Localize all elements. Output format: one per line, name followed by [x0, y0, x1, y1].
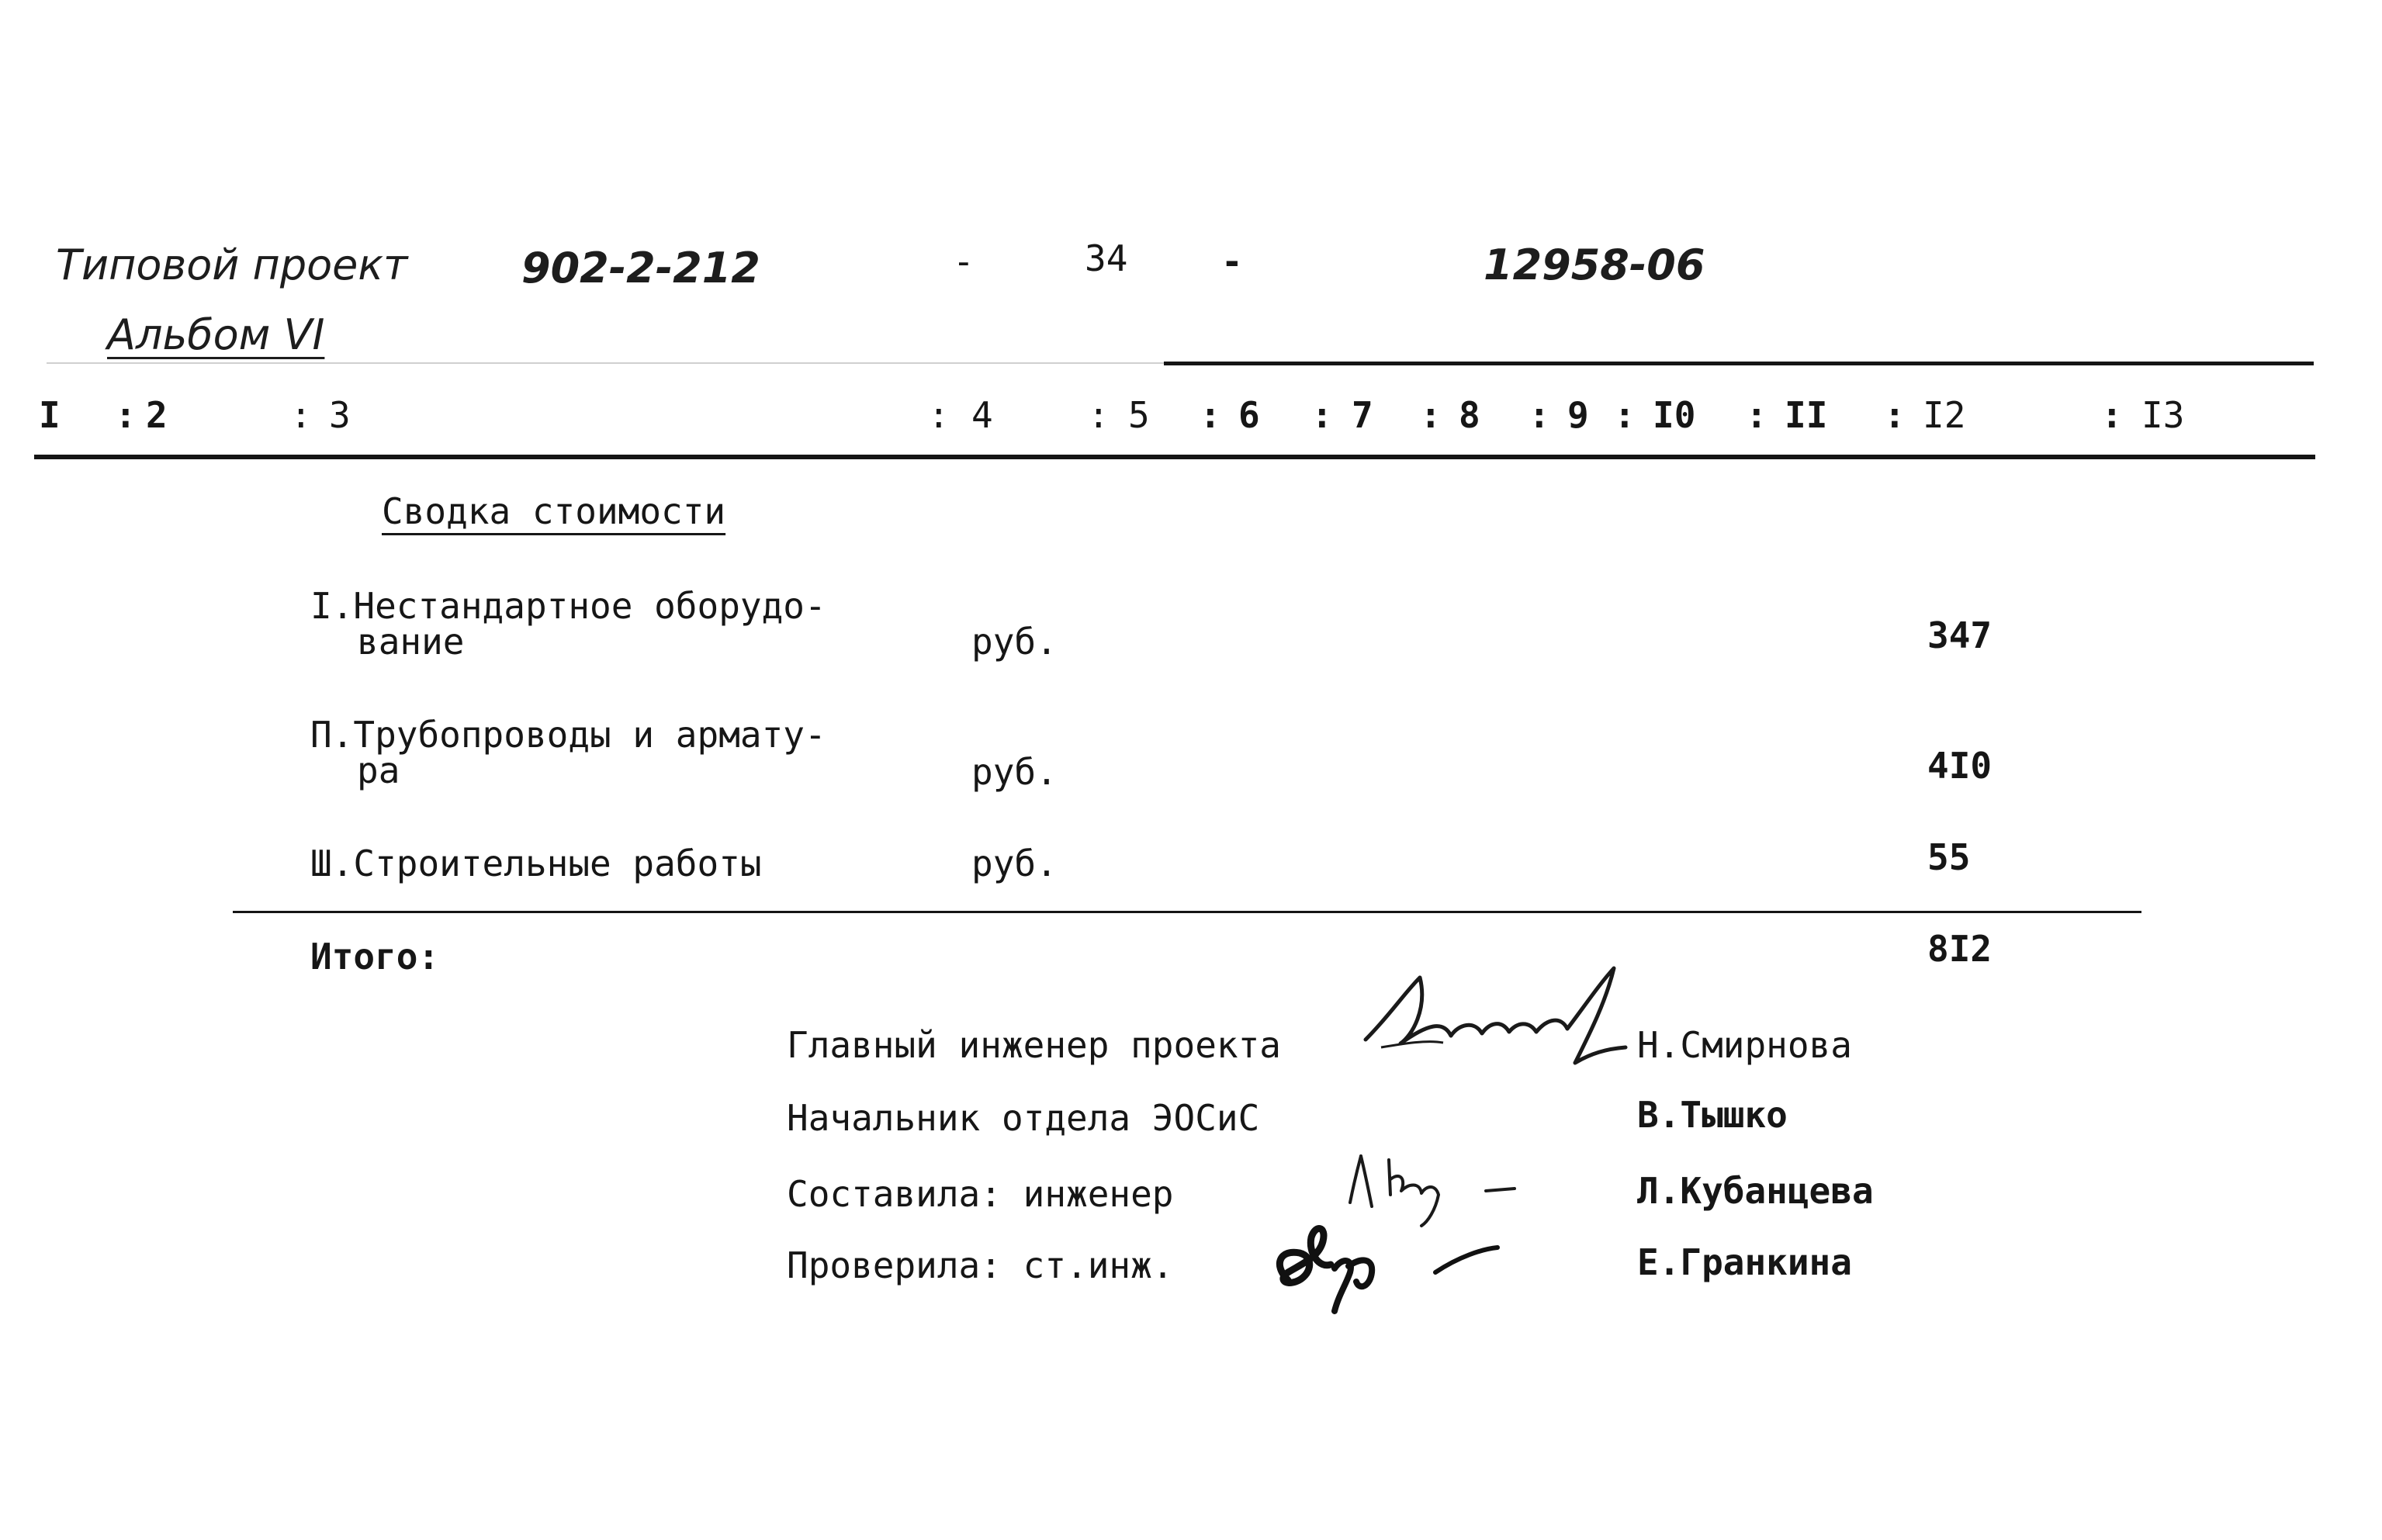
column-number: 7 — [1352, 394, 1373, 436]
column-number: I2 — [1923, 394, 1966, 436]
item-value: 55 — [1927, 836, 1971, 878]
column-number: 9 — [1567, 394, 1589, 436]
header-rule-bottom — [34, 455, 2315, 459]
item-label-line2: ра — [357, 749, 400, 791]
total-rule — [233, 911, 2141, 913]
handwritten-signature-checker — [1257, 1210, 1505, 1334]
item-unit: руб. — [971, 751, 1058, 793]
column-number: 3 — [329, 394, 351, 436]
signature-role: Составила: инженер — [787, 1173, 1174, 1215]
signature-name: Е.Гранкина — [1637, 1241, 1852, 1283]
column-separator: : — [1529, 394, 1550, 436]
project-label: Типовой проект — [56, 241, 408, 289]
column-number: 5 — [1128, 394, 1150, 436]
column-separator: : — [1200, 394, 1221, 436]
signature-name: В.Тышко — [1637, 1094, 1788, 1136]
total-value: 8I2 — [1927, 928, 1993, 970]
column-separator: : — [1614, 394, 1636, 436]
item-label-line2: вание — [357, 621, 465, 663]
column-number: 4 — [971, 394, 993, 436]
signature-role: Главный инженер проекта — [787, 1024, 1281, 1066]
header-rule-top — [1164, 362, 2314, 365]
signature-role: Начальник отдела ЭОСиС — [787, 1097, 1260, 1139]
page-number: 34 — [1085, 237, 1128, 279]
document-number: 12958-06 — [1484, 241, 1705, 289]
column-number: I3 — [2141, 394, 2185, 436]
album-label: Альбом VI — [107, 310, 325, 359]
item-label-line1: П.Трубопроводы и армату- — [310, 714, 826, 756]
summary-title: Сводка стоимости — [382, 490, 726, 532]
header-dash-left: - — [953, 241, 975, 282]
item-value: 347 — [1927, 614, 1993, 656]
column-separator: : — [1746, 394, 1767, 436]
item-label-line1: Ш.Строительные работы — [310, 843, 762, 884]
item-unit: руб. — [971, 843, 1058, 884]
signature-name: Л.Кубанцева — [1637, 1170, 1874, 1212]
column-separator: : — [928, 394, 950, 436]
column-number: 6 — [1238, 394, 1260, 436]
handwritten-signature-chief-engineer — [1358, 962, 1645, 1078]
header-rule-top-thin — [47, 362, 1164, 364]
project-number: 902-2-212 — [521, 244, 760, 292]
column-number: 2 — [146, 394, 168, 436]
signature-name: Н.Смирнова — [1637, 1024, 1852, 1066]
column-separator: : — [1311, 394, 1333, 436]
signature-role: Проверила: ст.инж. — [787, 1244, 1174, 1286]
column-separator: : — [1420, 394, 1442, 436]
column-separator: : — [2101, 394, 2123, 436]
header-dash-right: - — [1221, 241, 1243, 282]
column-separator: : — [1088, 394, 1110, 436]
column-separator: : — [1884, 394, 1906, 436]
column-number: I0 — [1653, 394, 1696, 436]
column-number: II — [1785, 394, 1828, 436]
column-separator: : — [290, 394, 312, 436]
total-label: Итого: — [310, 936, 440, 978]
column-separator: : — [115, 394, 137, 436]
item-label-line1: I.Нестандартное оборудо- — [310, 585, 826, 627]
column-number: I — [39, 394, 61, 436]
item-value: 4I0 — [1927, 745, 1993, 787]
item-unit: руб. — [971, 621, 1058, 663]
column-number: 8 — [1459, 394, 1480, 436]
